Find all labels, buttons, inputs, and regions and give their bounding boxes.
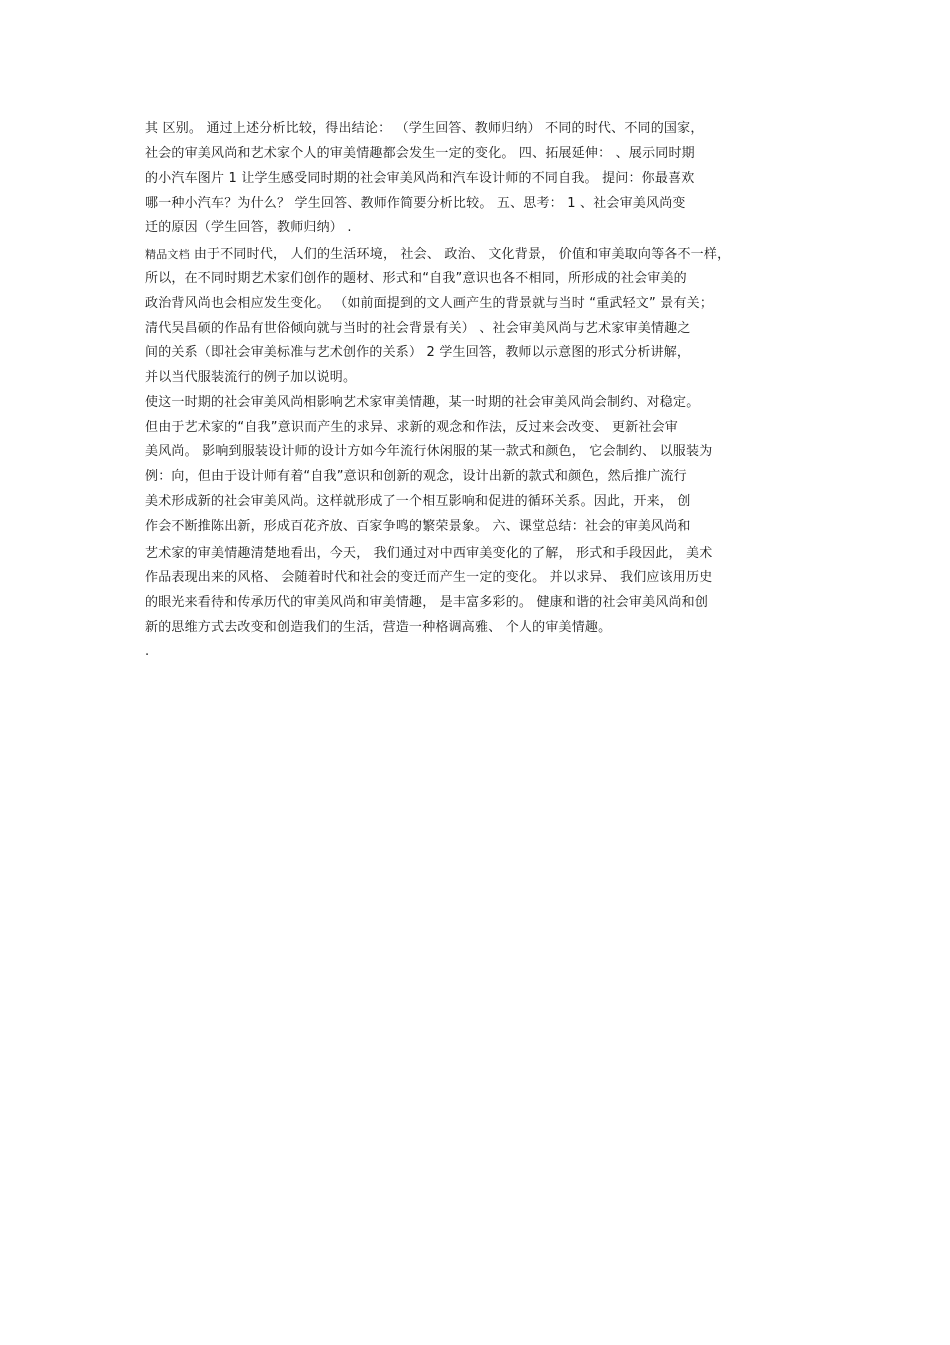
text-line: 迁的原因（学生回答，教师归纳） . — [145, 220, 352, 235]
text-line: 的眼光来看待和传承历代的审美风尚和审美情趣， 是丰富多彩的。 健康和谐的社会审美风尚和创 — [145, 595, 709, 610]
text-line-content: 由于不同时代， 人们的生活环境， 社会、 政治、 文化背景， 价值和审美取向等各不一样， — [193, 247, 731, 262]
text-line: 作品表现出来的风格、 会随着时代和社会的变迁而产生一定的变化。 并以求异、 我们应该用历史 — [145, 570, 713, 585]
text-line: 哪一种小汽车？为什么？ 学生回答、教师作简要分析比较。 五、思考： 1 、社会审美风尚变 — [145, 196, 686, 211]
end-mark: . — [145, 644, 150, 659]
watermark-tag: 精品文档 — [145, 248, 190, 261]
text-line: 使这一时期的社会审美风尚相影响艺术家审美情趣，某一时期的社会审美风尚会制约、对稳定。 — [145, 395, 700, 410]
text-line: 社会的审美风尚和艺术家个人的审美情趣都会发生一定的变化。 四、拓展延伸： 、展示同时期 — [145, 146, 695, 161]
text-line: 美术形成新的社会审美风尚。这样就形成了一个相互影响和促进的循环关系。因此，开来， 创 — [145, 494, 691, 509]
text-line: 所以，在不同时期艺术家们创作的题材、形式和“自我”意识也各不相同，所形成的社会审美的 — [145, 271, 687, 286]
text-line: 的小汽车图片 1 让学生感受同时期的社会审美风尚和汽车设计师的不同自我。 提问：你最喜欢 — [145, 171, 695, 186]
text-line: 新的思维方式去改变和创造我们的生活，营造一种格调高雅、 个人的审美情趣。 — [145, 620, 612, 635]
text-line: 政治背风尚也会相应发生变化。 （如前面提到的文人画产生的背景就与当时 “重武轻文” 景有关； — [145, 296, 714, 311]
text-line: 并以当代服装流行的例子加以说明。 — [145, 370, 357, 385]
text-line: 但由于艺术家的“自我”意识而产生的求异、求新的观念和作法，反过来会改变、 更新社会审 — [145, 420, 679, 435]
text-line: 艺术家的审美情趣清楚地看出，今天， 我们通过对中西审美变化的了解， 形式和手段因此， 美术 — [145, 546, 713, 561]
text-line: 间的关系（即社会审美标准与艺术创作的关系） 2 学生回答，教师以示意图的形式分析讲解， — [145, 345, 691, 360]
text-line — [145, 244, 825, 266]
text-line: 清代吴昌硕的作品有世俗倾向就与当时的社会背景有关） 、社会审美风尚与艺术家审美情趣之 — [145, 321, 691, 336]
text-line: 例：向，但由于设计师有着“自我”意识和创新的观念，设计出新的款式和颜色，然后推广流行 — [145, 469, 687, 484]
text-line: 美风尚。 影响到服装设计师的设计方如今年流行休闲服的某一款式和颜色， 它会制约、 以服装为 — [145, 444, 713, 459]
text-line: 作会不断推陈出新，形成百花齐放、百家争鸣的繁荣景象。 六、课堂总结：社会的审美风尚和 — [145, 519, 691, 534]
text-line: 其 区别。 通过上述分析比较，得出结论： （学生回答、教师归纳） 不同的时代、不同的国家， — [145, 121, 704, 136]
